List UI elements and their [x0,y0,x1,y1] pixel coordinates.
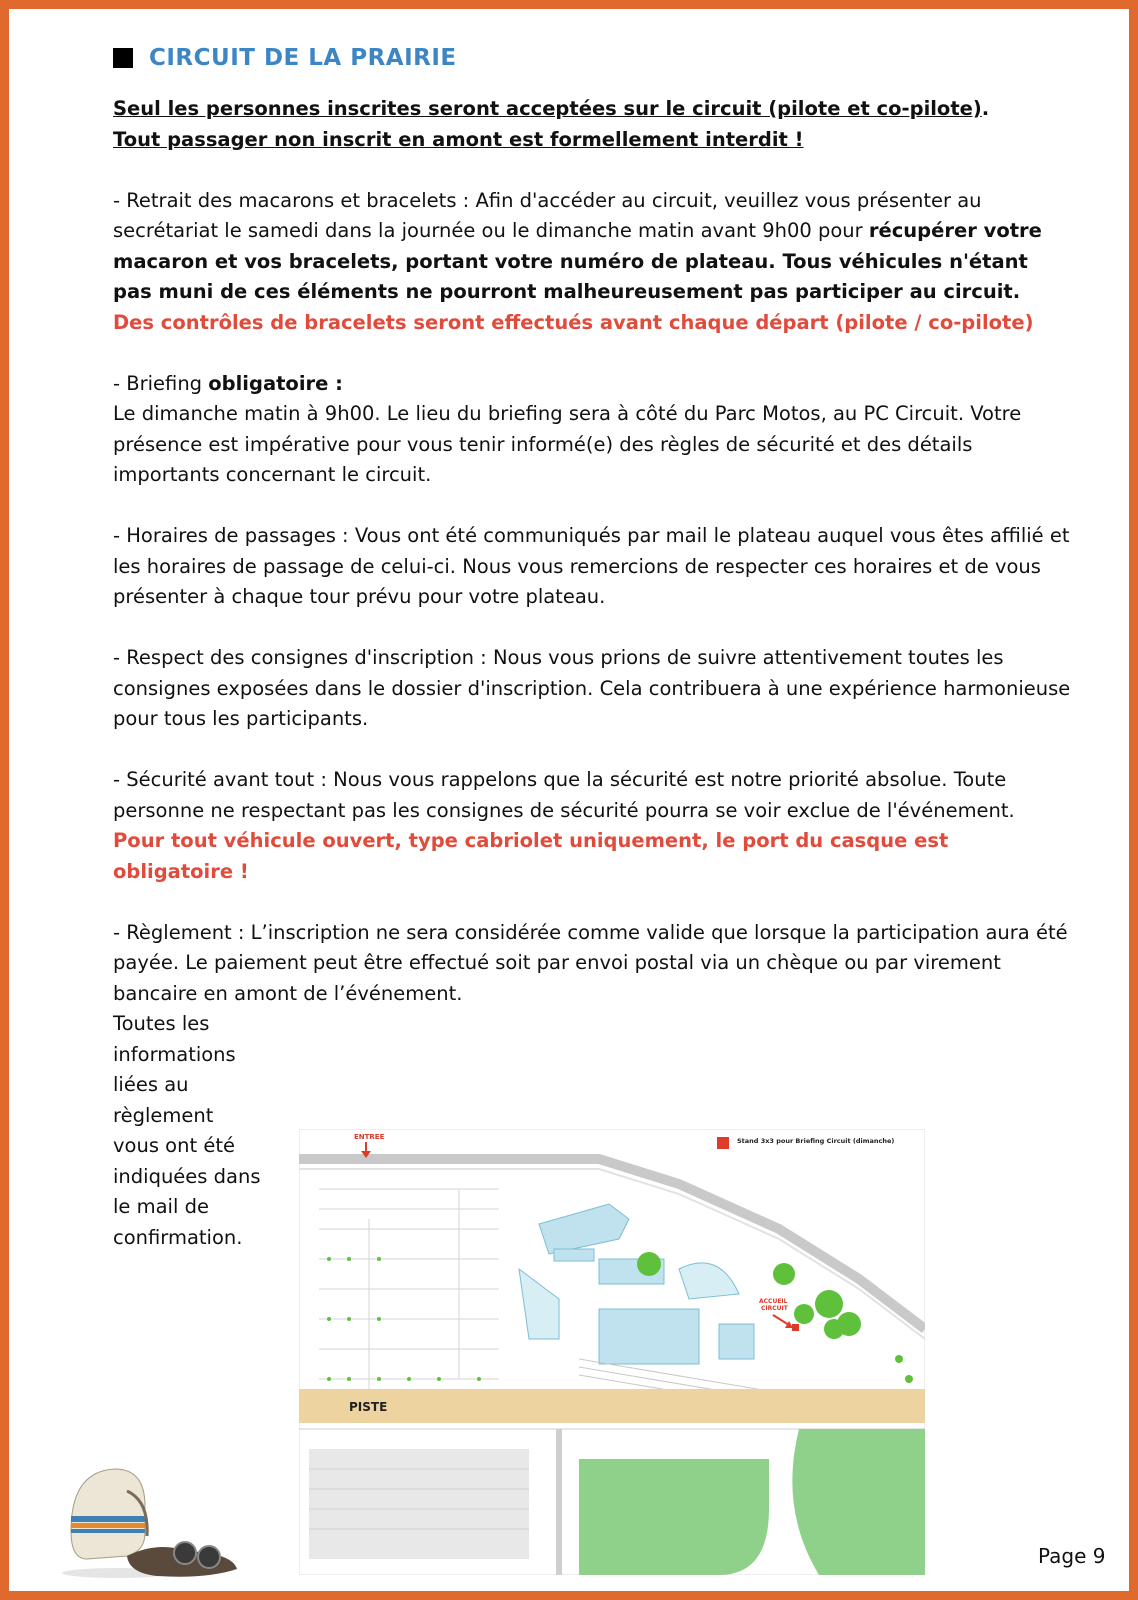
legend-text: Stand 3x3 pour Briefing Circuit (dimanche) [737,1137,895,1145]
reglement-paragraph-2: Toutes les informations liées au règlement vous ont été indiquées dans le mail de confirmation. [113,1012,261,1249]
section-heading [113,45,457,71]
briefing-text: Le dimanche matin à 9h00. Le lieu du briefing sera à côté du Parc Motos, au PC Circuit. Votre présence est impérative pour vous tenir informé(e) des règles de sécurité et des détails importants concernant le circuit. [113,402,1022,486]
section-title: CIRCUIT DE LA PRAIRIE [149,45,457,71]
entree-label: ENTREE [354,1133,385,1141]
retrait-paragraph: - Retrait des macarons et bracelets : Afin d'accéder au circuit, veuillez vous présenter au secrétariat le samedi dans la journée ou le dimanche matin avant 9h00 pour récupérer votre macaron et vos bracelets, portant votre numéro de plateau. Tous véhicules n'étant pas muni de ces éléments ne pourront malheureusement pas participer au circuit. [113,188,1042,303]
briefing-stand-marker [792,1324,799,1331]
respect-paragraph: - Respect des consignes d'inscription : Nous vous prions de suivre attentivement toutes les consignes exposées dans le dossier d'inscription. Cela contribuera à une expérience harmonieuse pour tous les participants. [113,646,1071,730]
heading-bullet-square [113,48,133,68]
accueil-label-1: ACCUEIL [759,1298,788,1305]
notice-line-1: Seul les personnes inscrites seront acceptées sur le circuit (pilote et co-pilote). [113,97,990,120]
notice-line-2: Tout passager non inscrit en amont est formellement interdit ! [113,127,804,151]
briefing-heading: - Briefing obligatoire : [113,371,343,395]
legend-marker [717,1137,729,1149]
body-text [113,94,1073,1253]
accueil-label-2: CIRCUIT [761,1305,788,1312]
piste-label: PISTE [349,1400,388,1414]
page-number: Page 9 [1038,1544,1106,1568]
reglement-paragraph: - Règlement : L’inscription ne sera considérée comme valide que lorsque la participation aura été payée. Le paiement peut être effectué soit par envoi postal via un chèque ou par virement bancaire en amont de l’événement. [113,920,1068,1005]
helmet-gloves-illustration [57,1461,245,1579]
securite-paragraph: - Sécurité avant tout : Nous vous rappelons que la sécurité est notre priorité absolue. Toute personne ne respectant pas les consignes de sécurité pourra se voir exclue de l'événement. [113,768,1015,822]
horaires-paragraph: - Horaires de passages : Vous ont été communiqués par mail le plateau auquel vous êtes affilié et les horaires de passage de celui-ci. Nous vous remercions de respecter ces horaires et de vous présenter à chaque tour prévu pour votre plateau. [113,524,1070,608]
securite-warning: Pour tout véhicule ouvert, type cabriolet uniquement, le port du casque est obligatoire ! [113,829,949,883]
circuit-site-map [299,1129,925,1575]
retrait-warning: Des contrôles de bracelets seront effectués avant chaque départ (pilote / co-pilote) [113,310,1034,334]
